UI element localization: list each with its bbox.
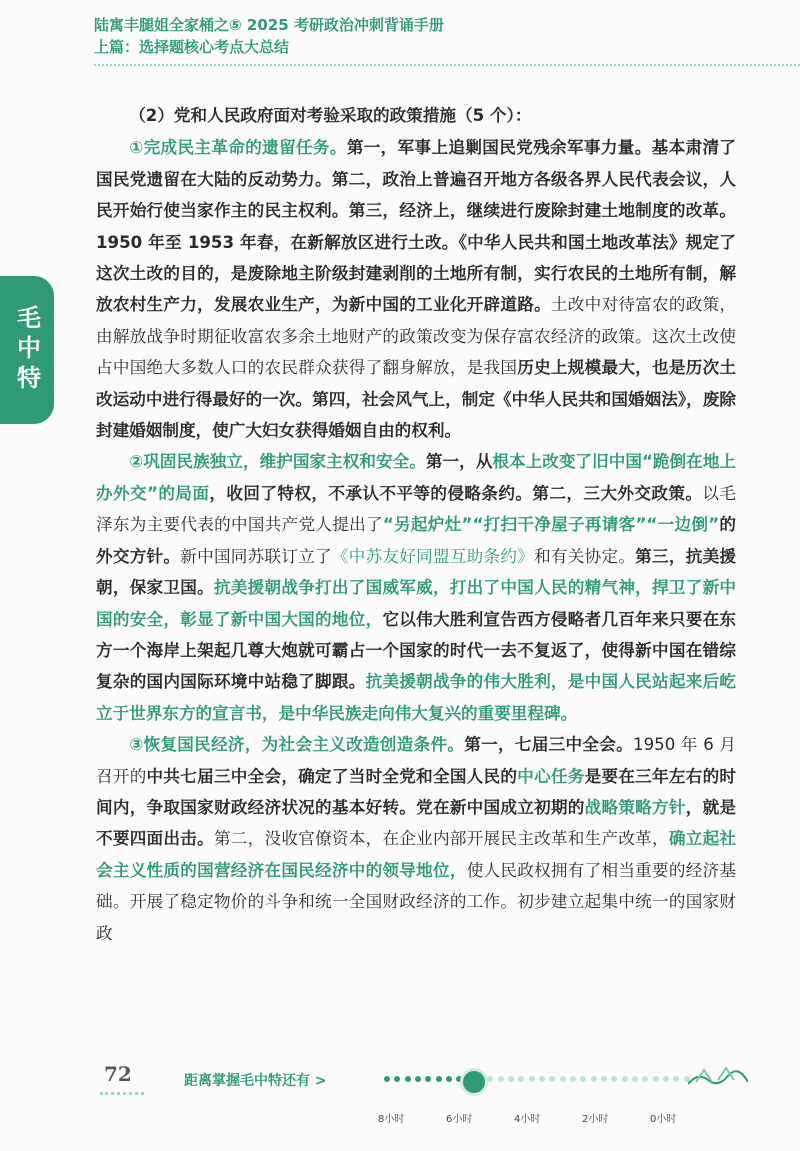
- p3-text-5: 是要在三年左右的时间内，争取国家财政经济状况的基本好转。党在新中国成立初期的: [96, 766, 737, 817]
- progress-dot: [601, 1076, 607, 1082]
- page-footer: [0, 1058, 800, 1138]
- progress-dot: [611, 1076, 617, 1082]
- progress-dot: [508, 1076, 514, 1082]
- chapter-side-tab: [0, 276, 54, 424]
- p2-text-7: 新中国同苏联订立了: [180, 546, 332, 566]
- progress-dot: [394, 1076, 400, 1082]
- p1-text-4: 土改中对待富农的政策，由解放战争时期征收富农多余土地财产的政策改变为保存富农经济的政策。这次土改使占中国绝大多数人口的农民群众获得了翻身解放，是我国: [96, 295, 737, 378]
- p2-text-1: 第一，从: [425, 452, 493, 472]
- page-number: 72: [104, 1062, 132, 1086]
- tick-label: 4小时: [514, 1114, 541, 1125]
- p1-text-2: 第二，政治上普遍召开地方各级各界人民代表会议，人民开始行使当家作主的民主权利。: [96, 169, 737, 221]
- progress-dot: [529, 1076, 535, 1082]
- page-body: [96, 100, 736, 949]
- p3-text-1: 第一，七届三中全会。: [464, 735, 634, 755]
- header-subtitle: 上篇：选择题核心考点大总结: [94, 38, 290, 56]
- running-header: [94, 14, 444, 58]
- progress-marker: [460, 1068, 488, 1096]
- tick-label: 8小时: [378, 1114, 405, 1125]
- p2-text-11: 抗美援朝战争打出了国威军威，打出了中国人民的精气神，捍卫了新中国的安全，彰显了新中国大国的地位，: [96, 578, 737, 629]
- progress-dot: [580, 1076, 586, 1082]
- header-divider: [94, 64, 800, 66]
- p3-text-6: 战略策略方针: [584, 797, 686, 817]
- p1-title: ①完成民主革命的遗留任务。: [129, 138, 347, 158]
- progress-dot: [405, 1076, 411, 1082]
- p3-text-2: 1950 年 6 月召开的: [96, 735, 736, 786]
- p3-text-3: 中共七届三中全会，确定了当时全党和全国人民的: [146, 766, 518, 786]
- p3-text-8: 第二，没收官僚资本，在企业内部开展民主改革和生产改革，: [213, 829, 669, 849]
- header-title: 陆寓丰腿姐全家桶之⑤ 2025 考研政治冲刺背诵手册: [94, 16, 444, 34]
- p3-text-4: 中心任务: [517, 766, 585, 786]
- p2-text-3: ，收回了特权，不承认不平等的侵略条约。第二，三大外交政策。: [209, 483, 703, 503]
- p2-text-8: 《中苏友好同盟互助条约》: [331, 546, 535, 566]
- p1-text-3: 第三，经济上，继续进行废除封建土地制度的改革。1950 年至 1953 年春，在新解放区进行土改。《中华人民共和国土地改革法》规定了这次土改的目的，是废除地主阶级封建剥削的土地所有制，实行农民的土地所有制，解放农村生产力，发展农业生产，为新中国的工业化开辟道路。: [96, 201, 737, 315]
- p2-title: ②巩固民族独立，维护国家主权和安全。: [129, 452, 426, 472]
- p2-text-4: 以毛泽东为主要代表的中国共产党人提出了: [96, 483, 737, 535]
- paragraph-3: [96, 729, 736, 949]
- progress-dot: [560, 1076, 566, 1082]
- progress-dot: [384, 1076, 390, 1082]
- side-tab-label: 毛中特: [12, 305, 41, 395]
- p2-text-6: 的外交方针。: [96, 515, 737, 566]
- progress-dot: [446, 1076, 452, 1082]
- tick-label: 2小时: [582, 1114, 609, 1125]
- study-progress-track: [378, 1072, 694, 1125]
- p3-text-7: ，就是不要四面出击。: [96, 797, 737, 849]
- mountain-decoration-icon: [688, 1062, 748, 1088]
- p2-text-2: 根本上改变了旧中国“跪倒在地上办外交”的局面: [96, 452, 737, 503]
- p3-text-9: 确立起社会主义性质的国营经济在国民经济中的领导地位，: [96, 829, 737, 880]
- progress-dot: [436, 1076, 442, 1082]
- progress-dot: [673, 1076, 679, 1082]
- progress-dot: [549, 1076, 555, 1082]
- progress-dot: [498, 1076, 504, 1082]
- p3-title: ③恢复国民经济，为社会主义改造创造条件。: [129, 735, 465, 755]
- tick-label: 6小时: [446, 1114, 473, 1125]
- progress-dot: [642, 1076, 648, 1082]
- p2-text-12: 它以伟大胜利宣告西方侵略者几百年来只要在东方一个海岸上架起几尊大炮就可霸占一个国家的时代一去不复返了，使得新中国在错综复杂的国内国际环境中站稳了脚跟。: [96, 609, 737, 692]
- progress-dot: [425, 1076, 431, 1082]
- tick-label: 0小时: [650, 1114, 677, 1125]
- progress-dot: [591, 1076, 597, 1082]
- page-number-underline: [100, 1092, 144, 1095]
- paragraph-1: [96, 132, 736, 446]
- progress-dot: [415, 1076, 421, 1082]
- p1-text-1: 第一，军事上追剿国民党残余军事力量。基本肃清了国民党遗留在大陆的反动势力。: [96, 138, 736, 189]
- section-heading: （2）党和人民政府面对考验采取的政策措施（5 个）：: [129, 106, 532, 125]
- p2-text-13: 抗美援朝战争的伟大胜利，是中国人民站起来后屹立于世界东方的宣言书，是中华民族走向伟大复兴的重要里程碑。: [96, 672, 737, 723]
- progress-caption: 距离掌握毛中特还有 >: [184, 1073, 327, 1089]
- p2-text-5: “另起炉灶”“打扫干净屋子再请客”“一边倒”: [382, 515, 720, 535]
- progress-dot: [653, 1076, 659, 1082]
- p2-text-9: 和有关协定。: [534, 546, 636, 566]
- progress-dot: [539, 1076, 545, 1082]
- progress-dot: [663, 1076, 669, 1082]
- p2-text-10: 第三，抗美援朝，保家卫国。: [96, 546, 737, 598]
- p1-text-5: 历史上规模最大，也是历次土改运动中进行得最好的一次。第四，社会风气上，制定《中华人民共和国婚姻法》，废除封建婚姻制度，使广大妇女获得婚姻自由的权利。: [96, 358, 737, 441]
- progress-dot: [570, 1076, 576, 1082]
- progress-dot: [622, 1076, 628, 1082]
- p3-text-10: 使人民政权拥有了相当重要的经济基础。开展了稳定物价的斗争和统一全国财政经济的工作。初步建立起集中统一的国家财政: [96, 860, 737, 943]
- paragraph-2: [96, 446, 736, 729]
- progress-dot: [518, 1076, 524, 1082]
- progress-dot: [632, 1076, 638, 1082]
